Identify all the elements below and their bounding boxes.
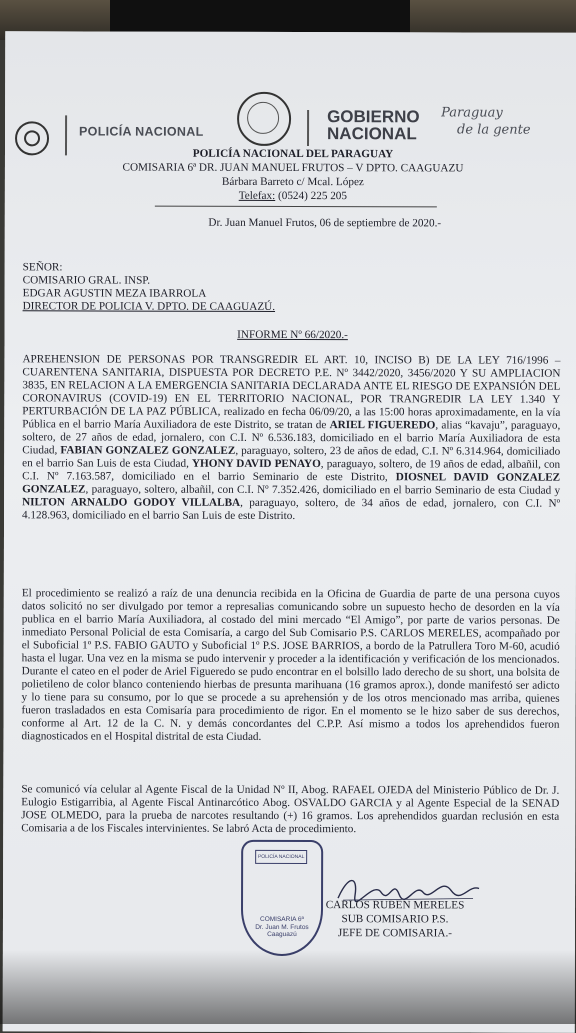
document-page (3, 31, 576, 1032)
header-divider-2 (307, 110, 309, 146)
government-logo: GOBIERNO NACIONAL (327, 107, 420, 144)
signer-rank: SUB COMISARIO P.S. (341, 913, 449, 926)
station-address: Bárbara Barreto c/ Mcal. López (221, 175, 364, 189)
official-stamp: POLICÍA NACIONAL COMISARIA 6ª Dr. Juan M. Frutos Caaguazú (241, 840, 323, 956)
paragraph-3: Se comunicó vía celular al Agente Fiscal de la Unidad Nº II, Abog. RAFAEL OJEDA del Ministerio Público de Dr. J. Eulogio Estigarribia, al Agente Fiscal Antinarcótico Abog. OSVALDO GARCIA y al Agente Especial de la SENAD JOSE OLMEDO, para la prueba de narcotes resultando (+) 16 gramos. Los aprehendidos guardan reclusión en esta Comisaria a de los Fiscales intervinientes. Se labró Acta de procedimiento. (21, 783, 560, 836)
paragraph-2: El procedimiento se realizó a raíz de una denuncia recibida en la Oficina de Guardia de parte de una persona cuyos datos solicitó no ser divulgado por temor a represalias comunicando sobre un supuesto hecho de desorden en la vía publica en el barrio María Auxiliadora, al costado del mini mercado “El Amigo”, por parte de varios personas. De inmediato Personal Policial de esta Comisaría, a cargo del Sub Comisario P.S. CARLOS MERELES, acompañado por el Suboficial 1º P.S. FABIO GAUTO y Suboficial 1º P.S. JOSE BARRIOS, a bordo de la Patrullera Toro M-60, acudió hasta el lugar. Una vez en la misma se pudo intervenir y proceder a la identificación y verificación de los mencionados. Durante el cateo en el poder de Ariel Figueredo se pudo encontrar en el bolsillo lado derecho de su short, una bolsita de polietileno de color blanco conteniendo hierbas de presunta marihuana (16 gramos aprox.), donde manifestó ser adicto y lo tiene para su consumo, por lo que se procede a su aprehensión y de los otros mencionado mas arriba, quienes fueron trasladados en esta Comisaría para procedimiento de rigor. En el momento se le hizo saber de sus derechos, conforme al Art. 12 de la C. N. y demás concordantes del C.P.P. Así mismo a todos los aprehendidos fueron diagnosticados en el Hospital distrital de esta Ciudad. (21, 587, 560, 743)
photo-shadow (0, 950, 576, 1024)
recipient-title: DIRECTOR DE POLICIA V. DPTO. DE CAAGUAZÚ. (22, 300, 276, 313)
police-label: POLICÍA NACIONAL (79, 124, 204, 139)
institution-name: POLICÍA NACIONAL DEL PARAGUAY (192, 147, 394, 161)
slogan-logo: Paraguay de la gente (441, 105, 531, 138)
date-line: Dr. Juan Manuel Frutos, 06 de septiembre de 2020.- (208, 216, 442, 230)
recipient-rank: COMISARIO GRAL. INSP. (22, 274, 151, 287)
signature-block (315, 898, 475, 940)
recipient-block (23, 261, 561, 314)
signer-role: JEFE DE COMISARIA.- (337, 927, 452, 940)
signer-name: CARLOS RUBEN MERELES (325, 899, 465, 912)
paragraph-1: APREHENSION DE PERSONAS POR TRANSGREDIR EL ART. 10, INCISO B) DE LA LEY 716/1996 – CUARENTENA SANITARIA, DISPUESTA POR DECRETO P.E. Nº 3442/2020, 3456/2020 Y SU AMPLIACION 3835, EN RELACION A LA EMERGENCIA SANITARIA DECLARADA ANTE EL RIESGO DE EXPANSIÓN DEL CORONAVIRUS (COVID-19) EN EL TERRITORIO NACIONAL, POR TRANGREDIR LA LEY 1.340 Y PERTURBACIÓN DE LA PAZ PÚBLICA, realizado en fecha 06/09/20, a las 15:00 horas aproximadamente, en la vía Pública en el barrio María Auxiliadora de este Distrito, se tratan de ARIEL FIGUEREDO, alias “kavaju”, paraguayo, soltero, de 27 años de edad, jornalero, con C.I. Nº 6.536.183, domiciliado en el barrio María Auxiliadora de esta Ciudad, FABIAN GONZALEZ GONZALEZ, paraguayo, soltero, 23 de años de edad, C.I. Nº 6.314.964, domiciliado en el barrio San Luis de esta Ciudad, YHONY DAVID PENAYO, paraguayo, soltero, de 19 años de edad, albañil, con C.I. Nº 7.163.587, domiciliado en el barrio Seminario de este Distrito, DIOSNEL DAVID GONZALEZ GONZALEZ, paraguayo, soltero, albañil, con C.I. Nº 7.352.426, domiciliado en el barrio Seminario de esta Ciudad y NILTON ARNALDO GODOY VILLALBA, paraguayo, soltero, de 34 años de edad, jornalero, con C.I. Nº 4.128.963, domiciliado en el barrio San Luis de este Distrito. (22, 353, 561, 523)
station-name: COMISARIA 6ª DR. JUAN MANUEL FRUTOS – V DPTO. CAAGUAZU (122, 161, 464, 175)
station-phone: Telefax: (0524) 225 205 (238, 189, 348, 203)
report-title: INFORME Nº 66/2020.- (237, 328, 348, 342)
recipient-name: EDGAR AGUSTIN MEZA IBARROLA (22, 287, 207, 300)
national-seal-icon (237, 92, 291, 146)
header-rule (155, 206, 437, 208)
salutation: SEÑOR: (22, 261, 63, 274)
